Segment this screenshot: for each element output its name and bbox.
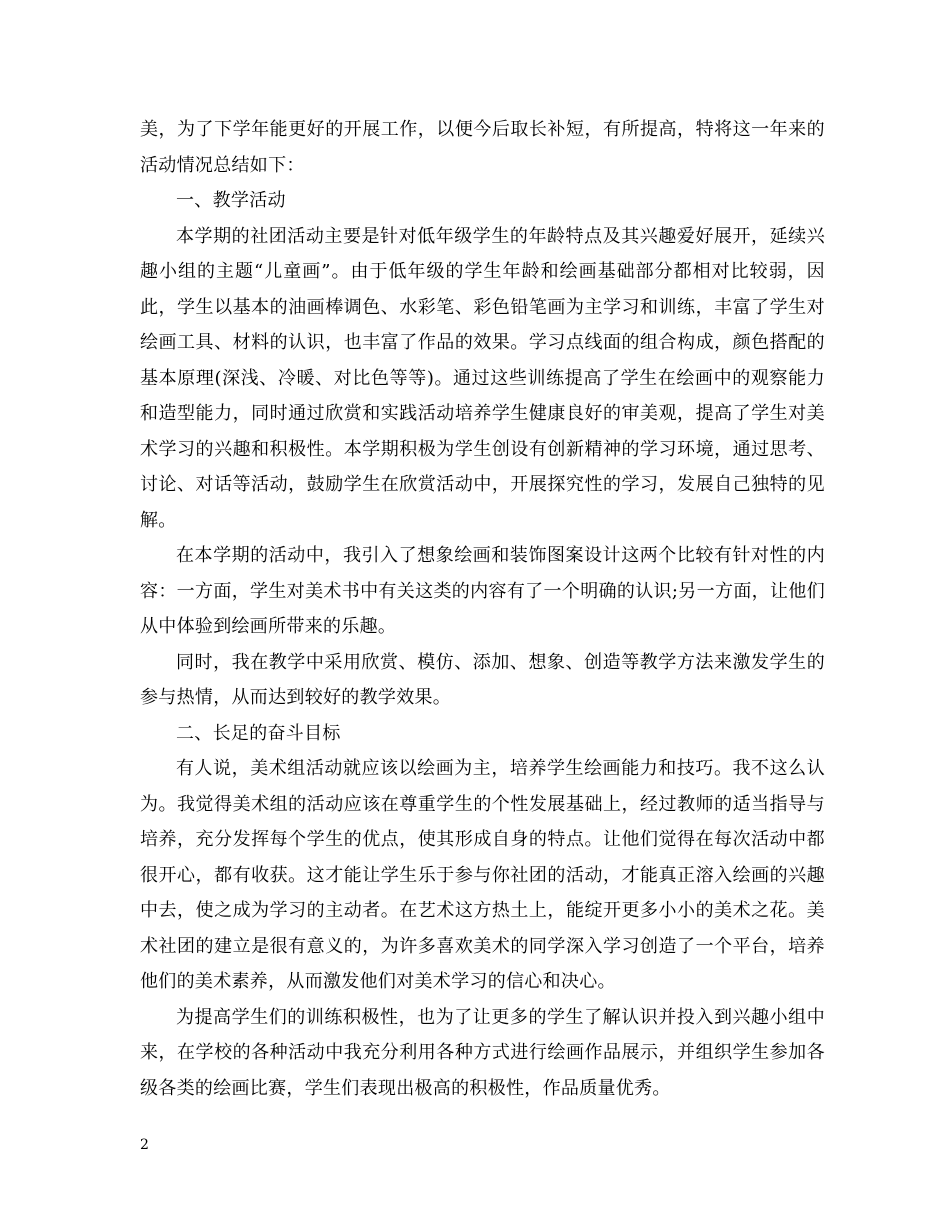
- section-heading-long-term-goals: 二、长足的奋斗目标: [176, 722, 341, 744]
- paragraph-imaginative-drawing: 在本学期的活动中，我引入了想象绘画和装饰图案设计这两个比较有针对性的内容：一方面，学生对美术书中有关这类的内容有了一个明确的认识;另一方面，让他们从中体验到绘画所带来的乐趣。: [140, 545, 825, 637]
- document-body: [140, 112, 825, 1106]
- paragraph-teaching-methods: 同时，我在教学中采用欣赏、模仿、添加、想象、创造等教学方法来激发学生的参与热情，从而达到较好的教学效果。: [140, 651, 825, 708]
- paragraph-exhibitions-competitions: 为提高学生们的训练积极性，也为了让更多的学生了解认识并投入到兴趣小组中来，在学校的各种活动中我充分利用各种方式进行绘画作品展示，并组织学生参加各级各类的绘画比赛，学生们表现出极高的积极性，作品质量优秀。: [140, 1006, 825, 1099]
- paragraph-club-activities: 本学期的社团活动主要是针对低年级学生的年龄特点及其兴趣爱好展开，延续兴趣小组的主题“儿童画”。由于低年级的学生年龄和绘画基础部分都相对比较弱，因此，学生以基本的油画棒调色、水彩笔、彩色铅笔画为主学习和训练，丰富了学生对绘画工具、材料的认识，也丰富了作品的效果。学习点线面的组合构成，颜色搭配的基本原理(深浅、冷暖、对比色等等)。通过这些训练提高了学生在绘画中的观察能力和造型能力，同时通过欣赏和实践活动培养学生健康良好的审美观，提高了学生对美术学习的兴趣和积极性。本学期积极为学生创设有创新精神的学习环境，通过思考、讨论、对话等活动，鼓励学生在欣赏活动中，开展探究性的学习，发展自己独特的见解。: [140, 225, 825, 531]
- paragraph-art-group-philosophy: 有人说，美术组活动就应该以绘画为主，培养学生绘画能力和技巧。我不这么认为。我觉得美术组的活动应该在尊重学生的个性发展基础上，经过教师的适当指导与培养，充分发挥每个学生的优点，使其形成自身的特点。让他们觉得在每次活动中都很开心，都有收获。这才能让学生乐于参与你社团的活动，才能真正溶入绘画的兴趣中去，使之成为学习的主动者。在艺术这方热土上，能绽开更多小小的美术之花。美术社团的建立是很有意义的，为许多喜欢美术的同学深入学习创造了一个平台，培养他们的美术素养，从而激发他们对美术学习的信心和决心。: [140, 758, 825, 992]
- page-number: 2: [140, 1137, 149, 1153]
- section-heading-teaching-activities: 一、教学活动: [176, 190, 286, 211]
- paragraph-continuation: 美，为了下学年能更好的开展工作，以便今后取长补短，有所提高，特将这一年来的活动情况总结如下：: [140, 119, 825, 176]
